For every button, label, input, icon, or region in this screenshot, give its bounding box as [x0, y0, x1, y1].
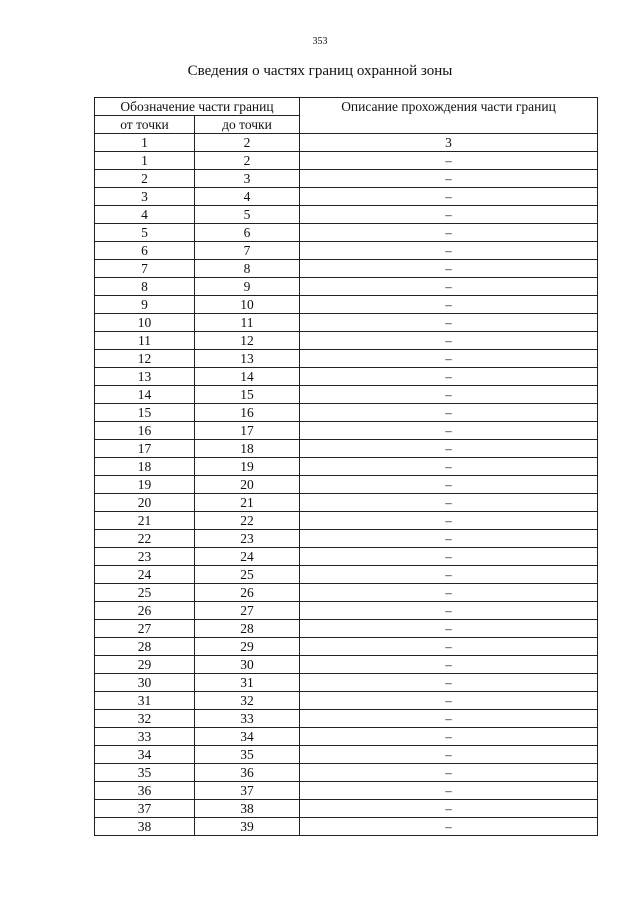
table-row [95, 656, 598, 674]
cell-to-point: 17 [195, 422, 300, 440]
cell-from-point: 11 [95, 332, 195, 350]
cell-description: – [300, 404, 598, 422]
cell-from-point: 5 [95, 224, 195, 242]
cell-from-point: 14 [95, 386, 195, 404]
cell-from-point: 19 [95, 476, 195, 494]
table-row [95, 188, 598, 206]
cell-from-point: 37 [95, 800, 195, 818]
cell-from-point: 22 [95, 530, 195, 548]
cell-to-point: 22 [195, 512, 300, 530]
cell-description: – [300, 152, 598, 170]
table-row [95, 170, 598, 188]
cell-to-point: 26 [195, 584, 300, 602]
cell-description: – [300, 296, 598, 314]
table-header [95, 98, 598, 152]
cell-from-point: 6 [95, 242, 195, 260]
boundary-table [94, 97, 598, 836]
table-row [95, 296, 598, 314]
cell-from-point: 34 [95, 746, 195, 764]
cell-from-point: 4 [95, 206, 195, 224]
cell-description: – [300, 584, 598, 602]
cell-to-point: 27 [195, 602, 300, 620]
cell-to-point: 12 [195, 332, 300, 350]
cell-description: – [300, 782, 598, 800]
cell-description: – [300, 530, 598, 548]
cell-to-point: 5 [195, 206, 300, 224]
table-row [95, 152, 598, 170]
cell-to-point: 16 [195, 404, 300, 422]
cell-description: – [300, 620, 598, 638]
cell-to-point: 23 [195, 530, 300, 548]
cell-from-point: 24 [95, 566, 195, 584]
table-row [95, 602, 598, 620]
cell-from-point: 36 [95, 782, 195, 800]
cell-to-point: 32 [195, 692, 300, 710]
column-number-desc: 3 [300, 134, 598, 152]
cell-from-point: 31 [95, 692, 195, 710]
table-row [95, 764, 598, 782]
cell-description: – [300, 458, 598, 476]
table-row [95, 224, 598, 242]
cell-description: – [300, 728, 598, 746]
cell-from-point: 2 [95, 170, 195, 188]
cell-description: – [300, 548, 598, 566]
table-row [95, 620, 598, 638]
table-row [95, 260, 598, 278]
cell-description: – [300, 746, 598, 764]
cell-from-point: 17 [95, 440, 195, 458]
cell-to-point: 3 [195, 170, 300, 188]
cell-description: – [300, 170, 598, 188]
cell-to-point: 37 [195, 782, 300, 800]
table-body [95, 152, 598, 836]
cell-to-point: 39 [195, 818, 300, 836]
cell-to-point: 19 [195, 458, 300, 476]
table-row [95, 728, 598, 746]
cell-to-point: 25 [195, 566, 300, 584]
cell-from-point: 18 [95, 458, 195, 476]
cell-description: – [300, 818, 598, 836]
table-row [95, 350, 598, 368]
table-row [95, 584, 598, 602]
cell-description: – [300, 602, 598, 620]
cell-from-point: 12 [95, 350, 195, 368]
cell-description: – [300, 422, 598, 440]
cell-to-point: 8 [195, 260, 300, 278]
cell-description: – [300, 188, 598, 206]
table-row [95, 206, 598, 224]
table-row [95, 782, 598, 800]
page-title: Сведения о частях границ охранной зоны [187, 63, 453, 79]
table-row [95, 458, 598, 476]
cell-from-point: 32 [95, 710, 195, 728]
table-row [95, 746, 598, 764]
table-row [95, 278, 598, 296]
cell-from-point: 28 [95, 638, 195, 656]
cell-to-point: 28 [195, 620, 300, 638]
table-row [95, 512, 598, 530]
cell-description: – [300, 764, 598, 782]
cell-description: – [300, 206, 598, 224]
table-row [95, 242, 598, 260]
cell-description: – [300, 440, 598, 458]
table-row [95, 476, 598, 494]
cell-from-point: 3 [95, 188, 195, 206]
cell-description: – [300, 350, 598, 368]
cell-to-point: 10 [195, 296, 300, 314]
cell-from-point: 15 [95, 404, 195, 422]
cell-to-point: 13 [195, 350, 300, 368]
cell-to-point: 21 [195, 494, 300, 512]
table-row [95, 800, 598, 818]
cell-from-point: 35 [95, 764, 195, 782]
header-to-point: до точки [195, 116, 300, 134]
cell-description: – [300, 674, 598, 692]
cell-from-point: 10 [95, 314, 195, 332]
cell-from-point: 13 [95, 368, 195, 386]
column-number-from: 1 [95, 134, 195, 152]
cell-from-point: 8 [95, 278, 195, 296]
cell-description: – [300, 278, 598, 296]
cell-description: – [300, 242, 598, 260]
cell-description: – [300, 332, 598, 350]
table-row [95, 674, 598, 692]
cell-from-point: 9 [95, 296, 195, 314]
header-from-point: от точки [95, 116, 195, 134]
cell-from-point: 1 [95, 152, 195, 170]
cell-to-point: 30 [195, 656, 300, 674]
cell-to-point: 18 [195, 440, 300, 458]
cell-description: – [300, 638, 598, 656]
table-row [95, 530, 598, 548]
table-row [95, 314, 598, 332]
cell-to-point: 4 [195, 188, 300, 206]
cell-from-point: 27 [95, 620, 195, 638]
cell-description: – [300, 656, 598, 674]
cell-from-point: 38 [95, 818, 195, 836]
cell-description: – [300, 476, 598, 494]
cell-to-point: 38 [195, 800, 300, 818]
table-row [95, 710, 598, 728]
table-row [95, 386, 598, 404]
cell-from-point: 25 [95, 584, 195, 602]
table-row [95, 548, 598, 566]
cell-description: – [300, 314, 598, 332]
table-row [95, 692, 598, 710]
cell-from-point: 26 [95, 602, 195, 620]
header-boundary-designation: Обозначение части границ [95, 98, 300, 116]
cell-to-point: 2 [195, 152, 300, 170]
cell-description: – [300, 566, 598, 584]
cell-from-point: 7 [95, 260, 195, 278]
cell-to-point: 11 [195, 314, 300, 332]
cell-from-point: 23 [95, 548, 195, 566]
cell-description: – [300, 368, 598, 386]
table-row [95, 422, 598, 440]
cell-description: – [300, 692, 598, 710]
cell-from-point: 21 [95, 512, 195, 530]
cell-to-point: 31 [195, 674, 300, 692]
cell-to-point: 33 [195, 710, 300, 728]
cell-description: – [300, 260, 598, 278]
header-description: Описание прохождения части границ [300, 98, 598, 134]
cell-to-point: 35 [195, 746, 300, 764]
cell-to-point: 6 [195, 224, 300, 242]
cell-description: – [300, 800, 598, 818]
table-row [95, 566, 598, 584]
cell-to-point: 20 [195, 476, 300, 494]
cell-to-point: 34 [195, 728, 300, 746]
cell-from-point: 30 [95, 674, 195, 692]
page-number: 353 [312, 36, 328, 47]
cell-description: – [300, 710, 598, 728]
table-row [95, 404, 598, 422]
cell-description: – [300, 512, 598, 530]
table-row [95, 818, 598, 836]
cell-from-point: 20 [95, 494, 195, 512]
cell-to-point: 9 [195, 278, 300, 296]
cell-description: – [300, 386, 598, 404]
cell-from-point: 33 [95, 728, 195, 746]
table-row [95, 494, 598, 512]
table-row [95, 440, 598, 458]
cell-to-point: 7 [195, 242, 300, 260]
cell-to-point: 36 [195, 764, 300, 782]
column-number-to: 2 [195, 134, 300, 152]
cell-to-point: 24 [195, 548, 300, 566]
table-row [95, 332, 598, 350]
table-row [95, 638, 598, 656]
cell-to-point: 14 [195, 368, 300, 386]
cell-from-point: 16 [95, 422, 195, 440]
cell-from-point: 29 [95, 656, 195, 674]
cell-description: – [300, 224, 598, 242]
cell-description: – [300, 494, 598, 512]
table-row [95, 368, 598, 386]
cell-to-point: 15 [195, 386, 300, 404]
cell-to-point: 29 [195, 638, 300, 656]
